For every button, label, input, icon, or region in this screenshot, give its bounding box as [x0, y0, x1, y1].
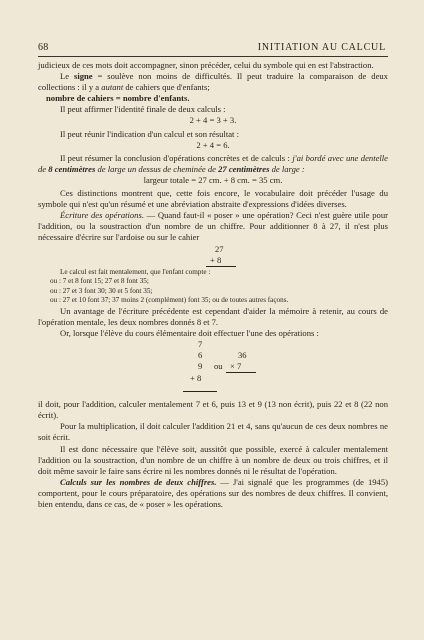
page-body: [38, 60, 388, 510]
equation: 2 + 4 = 6.: [196, 139, 230, 150]
addition-27-8: 27 + 8: [38, 244, 388, 266]
equation: 2 + 4 = 3 + 3.: [189, 115, 237, 126]
page-number: 68: [38, 42, 49, 53]
paragraph: Ces distinctions montrent que, cette fois encore, le vocabulaire doit précéder l'usage du symbole qui n'est qu'un résumé et une abréviation abstraite d'expressions d'idées diverses.: [38, 188, 388, 210]
operations-example: 7 6 9 + 8 ou 36 × 7: [38, 339, 388, 399]
paragraph: Le signe = soulève non moins de difficultés. Il peut traduire la comparaison de deux collections : il y a autant de cahiers que d'enfants;: [38, 71, 388, 93]
paragraph: Écriture des opérations. — Quand faut-il « poser » une opération? Ceci n'est guère utile pour l'addition, ou la soustraction d'un nombre de un chiffre. Pour additionner 8 à 27, il n'est plus nécessaire d'écrire sur l'ardoise ou sur le cahier: [38, 210, 388, 243]
paragraph: Pour la multiplication, il doit calculer l'addition 21 et 4, sans qu'aucun de ces deux nombres ne soit écrit.: [38, 421, 388, 443]
paragraph: Un avantage de l'écriture précédente est cependant d'aider la mémoire à retenir, au cours de l'opération mentale, les deux nombres donnés 8 et 7.: [38, 305, 388, 327]
paragraph: judicieux de ces mots doit accompagner, sinon précéder, celui du symbole qui en est l'abstraction.: [38, 60, 374, 70]
running-title: INITIATION AU CALCUL: [257, 42, 386, 53]
formula: nombre de cahiers = nombre d'enfants.: [46, 93, 190, 104]
header-rule: [38, 56, 388, 57]
paragraph: Il peut réunir l'indication d'un calcul et son résultat :: [60, 128, 239, 139]
paragraph: Calculs sur les nombres de deux chiffres. — J'ai signalé que les programmes (de 1945) comportent, pour le cours préparatoire, des opérations sur des nombres de deux chiffres. Il convient, bien entendu, dans ce cas, de « poser » les opérations.: [38, 476, 388, 509]
paragraph: il doit, pour l'addition, calculer mentalement 7 et 6, puis 13 et 9 (13 non écrit), puis 22 et 8 (22 non écrit).: [38, 399, 388, 421]
paragraph: Il peut résumer la conclusion d'opérations concrètes et de calculs : j'ai bordé avec une dentelle de 8 centimètres de large un dessus de cheminée de 27 centimètres de large :: [38, 152, 388, 174]
equation: largeur totale = 27 cm. + 8 cm. = 35 cm.: [143, 174, 283, 185]
paragraph: Or, lorsque l'élève du cours élémentaire doit effectuer l'une des opérations :: [60, 328, 319, 339]
paragraph: Il est donc nécessaire que l'élève soit, aussitôt que possible, exercé à calculer mentalement l'addition ou la soustraction, d'un nombre de un chiffre à un nombre de deux ou trois chiffres, et il doit même savoir le faire sans écrire ni les nombres donnés ni le résultat de l'opération.: [38, 443, 388, 476]
small-print-note: Le calcul est fait mentalement, que l'enfant compte : ou : 7 et 8 font 15; 27 et 8 font 35; ou : 27 et 3 font 30; 30 et 5 font 35; ou : 27 et 10 font 37; 37 moins 2 (complément) font 35; ou de toutes autres façons.: [50, 267, 289, 305]
paragraph: Il peut affirmer l'identité finale de deux calculs :: [60, 104, 226, 115]
